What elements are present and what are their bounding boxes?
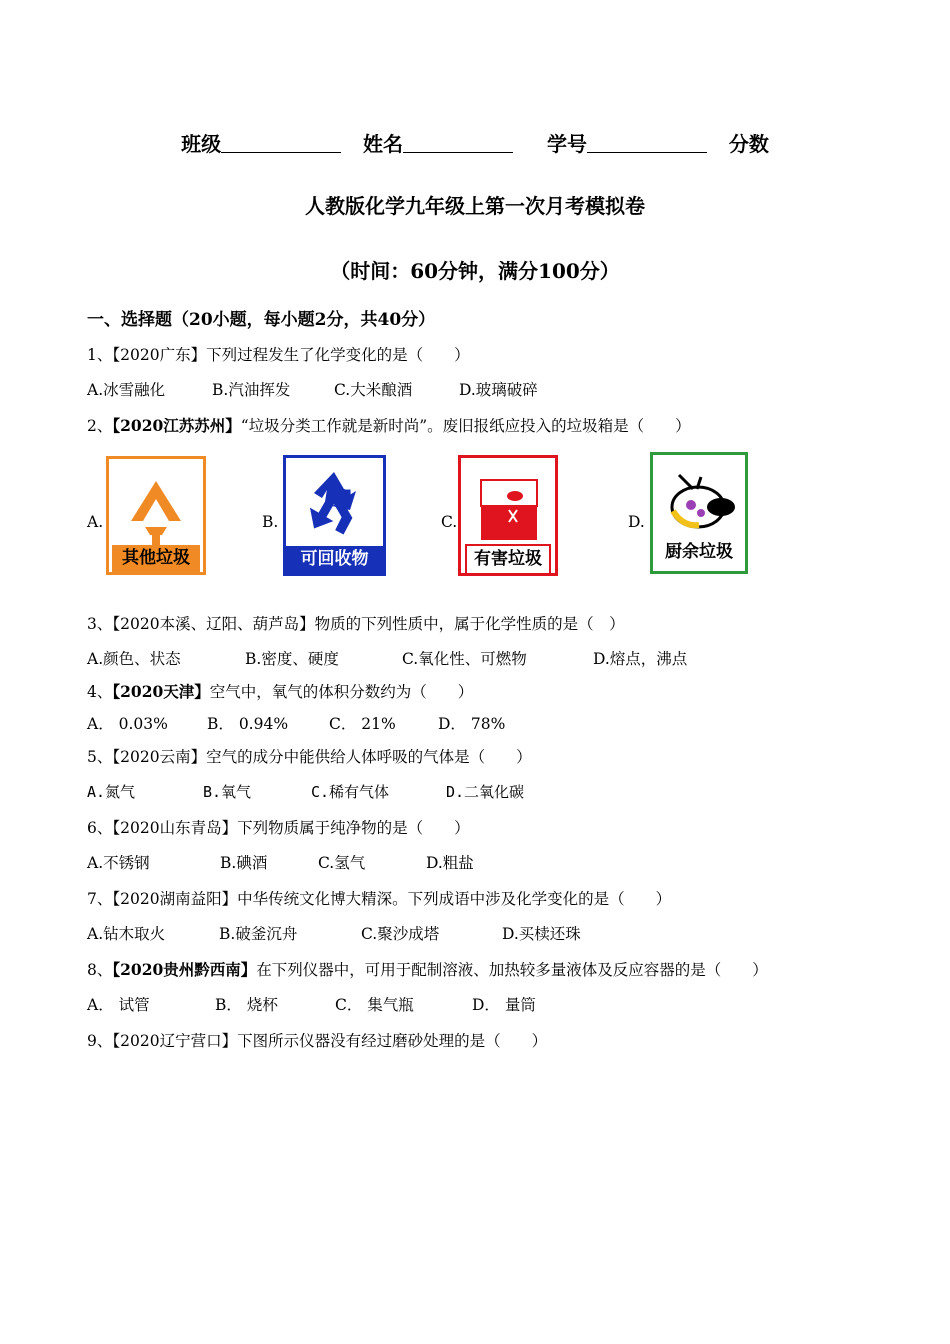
kitchen-waste-bin-image[interactable]	[650, 452, 748, 574]
recyclable-label: 可回收物	[286, 546, 383, 573]
exam-title: 人教版化学九年级上第一次月考模拟卷	[305, 194, 645, 218]
recyclable-bin-image[interactable]	[283, 455, 386, 576]
question-number: 4、	[87, 683, 113, 701]
question-text: 物质的下列性质中，属于化学性质的是（ ）	[314, 615, 625, 633]
q2-option-a[interactable]: A.	[87, 513, 104, 531]
score-label: 分数	[728, 132, 769, 156]
question-number: 9、	[87, 1032, 113, 1050]
q2-option-c[interactable]: C.	[441, 513, 458, 531]
q7-option-a[interactable]: A.钻木取火	[87, 925, 166, 943]
q1-option-a[interactable]: A.冰雪融化	[87, 381, 166, 399]
q1-option-d[interactable]: D.玻璃破碎	[459, 381, 538, 399]
question-number: 7、	[87, 890, 113, 908]
question-number: 2、	[87, 417, 113, 435]
question-text: 下列过程发生了化学变化的是（ ）	[206, 346, 470, 364]
q3-option-c[interactable]: C.氧化性、可燃物	[402, 650, 527, 668]
q3-option-a[interactable]: A.颜色、状态	[87, 650, 181, 668]
q5-option-d[interactable]: D.二氧化碳	[446, 783, 525, 801]
q7-option-b[interactable]: B.破釜沉舟	[219, 925, 298, 943]
q7-option-c[interactable]: C.聚沙成塔	[361, 925, 440, 943]
q8-option-c[interactable]: C． 集气瓶	[335, 996, 414, 1014]
question-4	[87, 680, 473, 702]
q5-option-a[interactable]: A.氮气	[87, 783, 136, 801]
question-text: 在下列仪器中，可用于配制溶液、加热较多量液体及反应容器的是（ ）	[256, 961, 768, 979]
question-text: 空气中，氧气的体积分数约为（ ）	[209, 683, 474, 701]
hazardous-bin-image[interactable]	[458, 455, 558, 576]
question-text: 下图所示仪器没有经过磨砂处理的是（ ）	[237, 1032, 548, 1050]
q4-option-a[interactable]: A． 0.03%	[87, 715, 168, 733]
other-waste-label: 其他垃圾	[112, 545, 200, 572]
question-source: 【2020广东】	[112, 346, 207, 364]
hazardous-label: 有害垃圾	[465, 544, 551, 575]
question-text: 中华传统文化博大精深。下列成语中涉及化学变化的是（ ）	[237, 890, 672, 908]
question-text: 空气的成分中能供给人体呼吸的气体是（ ）	[206, 748, 532, 766]
name-label: 姓名	[363, 132, 404, 156]
kitchen-waste-label: 厨余垃圾	[653, 539, 745, 566]
question-source: 【2020本溪、辽阳、葫芦岛】	[112, 615, 315, 633]
question-source: 【2020辽宁营口】	[112, 1032, 238, 1050]
section-heading: 一、选择题（20小题，每小题2分，共40分）	[87, 310, 436, 330]
q8-option-a[interactable]: A． 试管	[87, 996, 150, 1014]
q6-option-d[interactable]: D.粗盐	[426, 854, 474, 872]
question-9	[87, 1029, 547, 1051]
q1-option-b[interactable]: B.汽油挥发	[212, 381, 291, 399]
q4-option-d[interactable]: D． 78%	[438, 715, 506, 733]
question-source: 【2020山东青岛】	[112, 819, 238, 837]
q4-option-c[interactable]: C． 21%	[329, 715, 396, 733]
q8-option-b[interactable]: B． 烧杯	[215, 996, 278, 1014]
question-number: 8、	[87, 961, 113, 979]
q3-option-b[interactable]: B.密度、硬度	[245, 650, 339, 668]
id-label: 学号	[546, 132, 587, 156]
q1-option-c[interactable]: C.大米酿酒	[334, 381, 413, 399]
q2-option-d[interactable]: D.	[628, 513, 645, 531]
question-text: “垃圾分类工作就是新时尚”。废旧报纸应投入的垃圾箱是（ ）	[240, 417, 691, 435]
q6-option-c[interactable]: C.氢气	[318, 854, 366, 872]
q5-option-b[interactable]: B.氧气	[203, 783, 252, 801]
class-label: 班级	[181, 132, 222, 156]
question-2	[87, 414, 691, 436]
question-3	[87, 612, 625, 634]
question-text: 下列物质属于纯净物的是（ ）	[237, 819, 470, 837]
question-source: 【2020江苏苏州】	[112, 416, 241, 435]
q5-option-c[interactable]: C.稀有气体	[311, 783, 390, 801]
q6-option-a[interactable]: A.不锈钢	[87, 854, 150, 872]
q6-option-b[interactable]: B.碘酒	[220, 854, 268, 872]
exam-subtitle: （时间：60分钟，满分100分）	[330, 259, 620, 283]
question-source: 【2020天津】	[112, 682, 210, 701]
name-blank[interactable]	[403, 132, 513, 153]
class-blank[interactable]	[221, 132, 341, 153]
q7-option-d[interactable]: D.买椟还珠	[502, 925, 581, 943]
question-number: 3、	[87, 615, 113, 633]
other-waste-bin-image[interactable]	[106, 456, 206, 575]
question-number: 6、	[87, 819, 113, 837]
question-source: 【2020云南】	[112, 748, 207, 766]
id-blank[interactable]	[587, 132, 707, 153]
question-8	[87, 958, 768, 980]
question-6	[87, 816, 470, 838]
q4-option-b[interactable]: B． 0.94%	[207, 715, 289, 733]
question-source: 【2020贵州黔西南】	[112, 960, 257, 979]
q2-option-b[interactable]: B.	[262, 513, 279, 531]
q3-option-d[interactable]: D.熔点，沸点	[593, 650, 688, 668]
question-5	[87, 745, 532, 767]
question-7	[87, 887, 671, 909]
question-source: 【2020湖南益阳】	[112, 890, 238, 908]
student-info-line	[0, 128, 950, 157]
question-number: 1、	[87, 346, 113, 364]
question-number: 5、	[87, 748, 113, 766]
question-1	[87, 343, 470, 365]
q8-option-d[interactable]: D． 量筒	[472, 996, 536, 1014]
